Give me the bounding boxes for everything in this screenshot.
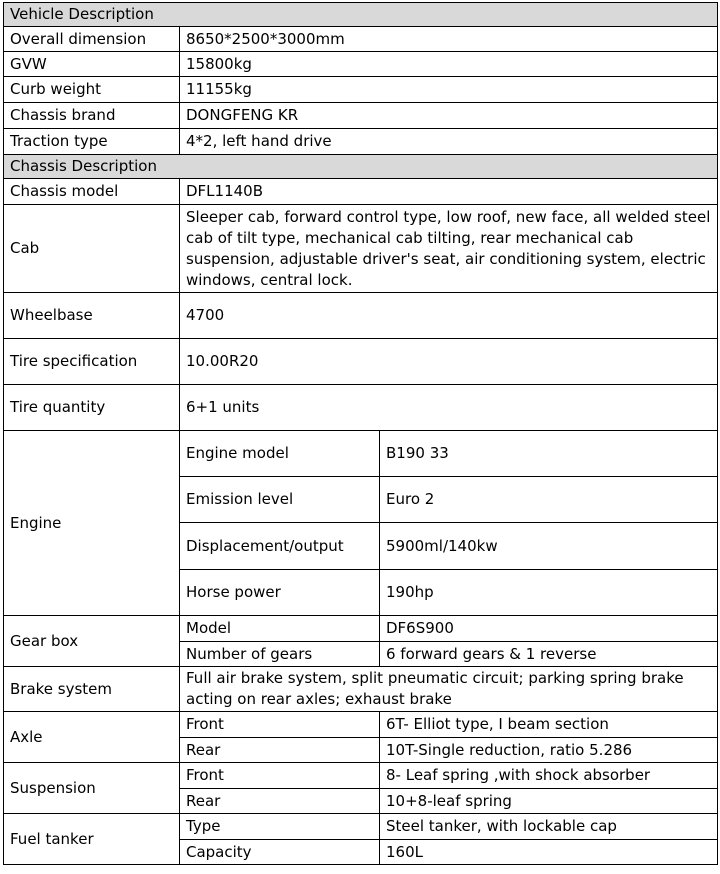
label-axle: Axle — [4, 712, 180, 763]
value-number-of-gears: 6 forward gears & 1 reverse — [380, 642, 718, 667]
label-cab: Cab — [4, 205, 180, 293]
label-suspension-rear: Rear — [180, 789, 380, 814]
value-fuel-tanker-type: Steel tanker, with lockable cap — [380, 814, 718, 840]
label-suspension-front: Front — [180, 763, 380, 789]
value-engine-model: B190 33 — [380, 431, 718, 477]
value-tire-quantity: 6+1 units — [180, 385, 718, 431]
label-curb-weight: Curb weight — [4, 77, 180, 103]
label-fuel-tanker-type: Type — [180, 814, 380, 840]
label-chassis-brand: Chassis brand — [4, 103, 180, 129]
label-brake-system: Brake system — [4, 667, 180, 712]
label-overall-dimension: Overall dimension — [4, 27, 180, 52]
label-axle-front: Front — [180, 712, 380, 738]
label-suspension: Suspension — [4, 763, 180, 814]
value-overall-dimension: 8650*2500*3000mm — [180, 27, 718, 52]
value-suspension-front: 8- Leaf spring ,with shock absorber — [380, 763, 718, 789]
label-tire-specification: Tire specification — [4, 339, 180, 385]
label-gear-box: Gear box — [4, 616, 180, 667]
value-gvw: 15800kg — [180, 52, 718, 77]
label-tire-quantity: Tire quantity — [4, 385, 180, 431]
value-axle-front: 6T- Elliot type, I beam section — [380, 712, 718, 738]
value-gear-box-model: DF6S900 — [380, 616, 718, 642]
label-axle-rear: Rear — [180, 738, 380, 763]
value-axle-rear: 10T-Single reduction, ratio 5.286 — [380, 738, 718, 763]
value-suspension-rear: 10+8-leaf spring — [380, 789, 718, 814]
spec-table — [3, 2, 718, 865]
value-fuel-tanker-capacity: 160L — [380, 840, 718, 865]
value-brake-system: Full air brake system, split pneumatic circuit; parking spring brake acting on rear axles; exhaust brake — [180, 667, 718, 712]
value-wheelbase: 4700 — [180, 293, 718, 339]
value-emission-level: Euro 2 — [380, 477, 718, 523]
label-wheelbase: Wheelbase — [4, 293, 180, 339]
label-fuel-tanker: Fuel tanker — [4, 814, 180, 865]
value-curb-weight: 11155kg — [180, 77, 718, 103]
value-tire-specification: 10.00R20 — [180, 339, 718, 385]
section-header-vehicle: Vehicle Description — [4, 3, 718, 27]
value-chassis-brand: DONGFENG KR — [180, 103, 718, 129]
label-traction-type: Traction type — [4, 129, 180, 155]
label-emission-level: Emission level — [180, 477, 380, 523]
label-number-of-gears: Number of gears — [180, 642, 380, 667]
value-chassis-model: DFL1140B — [180, 179, 718, 205]
value-horse-power: 190hp — [380, 570, 718, 616]
label-displacement-output: Displacement/output — [180, 523, 380, 570]
label-chassis-model: Chassis model — [4, 179, 180, 205]
label-gear-box-model: Model — [180, 616, 380, 642]
label-engine: Engine — [4, 431, 180, 616]
label-fuel-tanker-capacity: Capacity — [180, 840, 380, 865]
value-cab: Sleeper cab, forward control type, low roof, new face, all welded steel cab of tilt type, mechanical cab tilting, rear mechanical cab suspension, adjustable driver's seat, air conditioning system, electric windows, central lock. — [180, 205, 718, 293]
label-horse-power: Horse power — [180, 570, 380, 616]
value-traction-type: 4*2, left hand drive — [180, 129, 718, 155]
label-engine-model: Engine model — [180, 431, 380, 477]
value-displacement-output: 5900ml/140kw — [380, 523, 718, 570]
section-header-chassis: Chassis Description — [4, 155, 718, 179]
label-gvw: GVW — [4, 52, 180, 77]
